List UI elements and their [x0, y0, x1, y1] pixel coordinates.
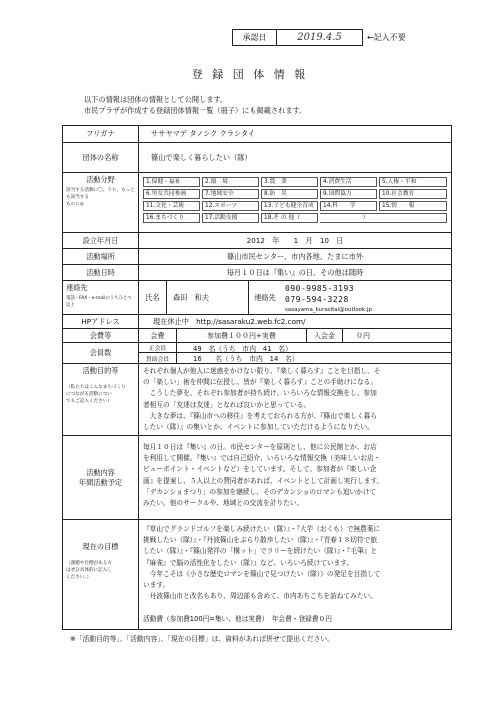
goals-sub-line: （課題や目標がある方 [66, 561, 112, 566]
field-item-other-blank[interactable]: ） [320, 213, 447, 223]
purpose-sub-line: につながる活動につい [66, 392, 112, 397]
contact-name: 森田 和夫 [167, 281, 249, 314]
name-value: 篠山で楽しく暮らしたい（隊） [151, 152, 252, 162]
field-item[interactable]: 13.子ども健全育成 [261, 201, 318, 211]
activity-label-cell [63, 436, 139, 519]
hp-value[interactable]: 現在休止中 http://sasaraku2.web.fc2.com/ [153, 316, 306, 326]
contact-label: 連絡先 [66, 283, 88, 292]
field-item[interactable]: 7.地域安全 [202, 189, 259, 199]
text-line: みたい。他のサークルや、地域との交流を計りたい。 [143, 499, 304, 508]
row-schedule [63, 265, 451, 281]
text-line: それぞれ個人が他人に迷惑をかけない限り、『楽しく暮らす』ことを目指し、そ [143, 367, 381, 375]
approval-date: 2019.4.5 [297, 32, 342, 43]
contact-details [285, 283, 372, 316]
place-value: 篠山市民センター、市内各地、たまに市外 [227, 251, 363, 261]
purpose-label-cell [63, 364, 139, 435]
row-members [63, 343, 451, 364]
fields-sub [66, 187, 135, 208]
members-supporting [139, 353, 451, 363]
intro-line: 市民プラザが作成する登録団体情報一覧（冊子）にも掲載されます。 [84, 106, 307, 115]
text-line: 丹波篠山市と改名もあり、周辺部も含めて、市内あちこちを訪ねてみたい。 [143, 592, 377, 601]
intro-text [84, 94, 306, 116]
text-line: 挑戦したい（隊）』・『丹波篠山をぶらり散歩したい（隊）』・『青春１８切符で旅 [143, 536, 378, 545]
members-regular [139, 343, 451, 353]
row-place [63, 249, 451, 265]
field-item[interactable]: 15.情 報 [379, 201, 447, 211]
row-fee [63, 329, 451, 343]
text-line: 今年こそは《小さな歴史ロマンを篠山で見つけたい（隊）》の発足を目指して [143, 569, 381, 578]
place-label: 活動場所 [63, 249, 139, 264]
fields-grid [139, 173, 451, 232]
purpose-text [143, 366, 447, 433]
field-item[interactable]: 18.そ の 他（ [261, 213, 318, 223]
contact-sub: 電話・FAX・e-mailのうちひとつ以上 [66, 296, 132, 308]
row-activity [63, 436, 451, 520]
field-item[interactable]: 12.スポーツ [202, 201, 259, 211]
field-item[interactable]: 16.まちづくり [143, 213, 200, 223]
text-line: したい（隊）』の集いとか、イベントに参加していただけるようになりたい。 [143, 423, 374, 432]
schedule-value: 毎月１０日は『集い』の日。その他は随時 [226, 267, 364, 277]
row-contact [63, 281, 451, 315]
text-line: 「デカンショまつり」の参加を継続し、そのデカンショのロマンも追いかけて [143, 487, 377, 496]
contact-label-cell [63, 281, 139, 314]
fee-value: 参加費１００円+実費 [177, 329, 307, 342]
fee-cell [139, 329, 451, 342]
field-item[interactable]: 10.社会教育 [379, 189, 447, 199]
regular-key: 正会員 [139, 343, 177, 352]
row-established [63, 233, 451, 249]
field-item[interactable]: 14.科 学 [320, 201, 377, 211]
field-item[interactable]: 6.男女共同参画 [143, 189, 200, 199]
established-label: 設立年月日 [63, 233, 139, 248]
goals-sub-line: はぜひ具体的に記入し [66, 568, 112, 573]
contact-method-label: 連絡先 [254, 292, 276, 302]
regular-value: 49 名（うち 市内 41 名） [193, 344, 292, 353]
text-line: を利用して開催。『集い』では自己紹介、いろいろな情報交換（美味しいお店・ [143, 454, 381, 463]
fields-sub-line: 該当する活動に〇。うち、もっとも該当する [66, 188, 135, 200]
furigana-value: ササヤマデ タノシク クラシタイ [151, 129, 256, 138]
purpose-sub-line: （私たちはこんなまちづくり [66, 385, 126, 390]
field-item[interactable]: 2.環 境 [202, 177, 259, 187]
goals-sub [66, 560, 135, 581]
fee-label: 会費等 [63, 329, 139, 342]
text-line: 毎月１０日は『集い』の日。市民センターを原則とし、他に公民館とか、お店 [143, 443, 377, 451]
text-line: の「楽しい」術を仲間に伝授し、皆が『楽しく暮らす』ことの手助けになる。 [143, 378, 378, 387]
name-label: 団体の名称 [63, 143, 139, 172]
row-hp [63, 315, 451, 329]
row-goals [63, 520, 451, 629]
schedule-label: 活動日時 [63, 265, 139, 280]
fields-label: 活動分野 [86, 175, 115, 184]
fields-sub-line: ものに◎ [66, 202, 84, 207]
row-name [63, 143, 451, 173]
field-item[interactable]: 3.農 業 [261, 177, 318, 187]
activity-text [143, 442, 447, 509]
text-line [143, 602, 447, 613]
text-line: したい（隊）』・『篠山発祥の「構ット」でラリーを続けたい（隊）』・『毛筆』と [143, 547, 378, 556]
email-address[interactable]: sasayama_kurasitai@outlook.jp [285, 307, 372, 313]
purpose-sub-line: てもご記入ください） [66, 399, 112, 404]
registration-table [62, 125, 452, 630]
text-line: 『麻雀』で脳の活性化をしたい（隊）』など、いろいろ続けています。 [143, 558, 354, 567]
goals-sub-line: ください。） [66, 575, 92, 580]
members-label: 会員数 [63, 343, 139, 363]
row-purpose [63, 364, 451, 436]
field-item[interactable]: 8.防 災 [261, 189, 318, 199]
field-item[interactable]: 4.消費生活 [320, 177, 377, 187]
furigana-label: フリガナ [63, 126, 139, 142]
row-furigana [63, 126, 451, 143]
goals-text [143, 524, 447, 625]
text-line: 『草山でグランドゴルフを楽しみ続けたい（隊）』・『大芋（おくも）で無農薬に [143, 525, 381, 533]
text-line: 画』を提案し、５人以上の賛同者があれば、イベントとして計画し実行します。 [143, 476, 384, 485]
approval-note: ←記入不要 [367, 33, 406, 42]
page-title: 登 録 団 体 情 報 [191, 68, 309, 81]
approval-label: 承認日 [233, 30, 277, 45]
intro-line: 以下の情報は団体の情報として公開します。 [84, 95, 228, 104]
fee-key: 会費 [139, 329, 177, 342]
established-value: 2012 年 1 月 10 日 [246, 235, 344, 245]
field-item[interactable]: 9.国際協力 [320, 189, 377, 199]
text-line: ビューポイント・イベントなど）をしています。そして、参加者が『楽しい企 [143, 465, 377, 474]
text-line: こうした夢を、それぞれ参加者が持ち続け、いろいろな情報交換をし、参加 [143, 389, 377, 398]
admission-key: 入会金 [307, 329, 343, 342]
supporting-key: 賛助会員 [139, 353, 177, 363]
phone-1[interactable]: 090-9985-3193 [285, 284, 355, 293]
phone-2[interactable]: 079-594-3228 [285, 295, 349, 304]
approval-box [232, 29, 363, 46]
text-line: 大きな夢は、『篠山市への移住』を考えておられる方が、『篠山で楽しく暮ら [143, 411, 378, 420]
goals-label-cell [63, 520, 139, 629]
field-item[interactable]: 17.活動支援 [202, 213, 259, 223]
activity-label: 活動内容 [86, 467, 115, 477]
text-line: 者相互の「友達は友達」となれば良いかと思っている。 [143, 400, 311, 409]
footnote: ※「活動目的等」、「活動内容」、「現在の目標」は、資料があれば併せて提出ください。 [70, 635, 334, 643]
purpose-label: 活動目的等 [82, 366, 119, 375]
row-fields [63, 173, 451, 233]
goals-label: 現在の目標 [82, 542, 119, 551]
purpose-sub [66, 384, 135, 405]
field-item[interactable]: 5.人権・平和 [379, 177, 447, 187]
hp-label: HPアドレス [63, 315, 139, 328]
text-line: 活動費（参加費100円=集い、他は実費） 年会費・登録費０円 [143, 614, 332, 623]
contact-cell [139, 281, 451, 314]
activity-label-2: 年間活動予定 [78, 477, 123, 487]
admission-value: ０円 [356, 331, 370, 340]
field-item[interactable]: 1.保健・福祉 [143, 177, 200, 187]
contact-name-label: 氏名 [139, 281, 167, 314]
supporting-value: 16 名（うち 市内 14 名） [193, 355, 299, 363]
field-item[interactable]: 11.文化・芸術 [143, 201, 200, 211]
text-line: います。 [143, 581, 170, 590]
fields-label-cell [63, 173, 139, 232]
